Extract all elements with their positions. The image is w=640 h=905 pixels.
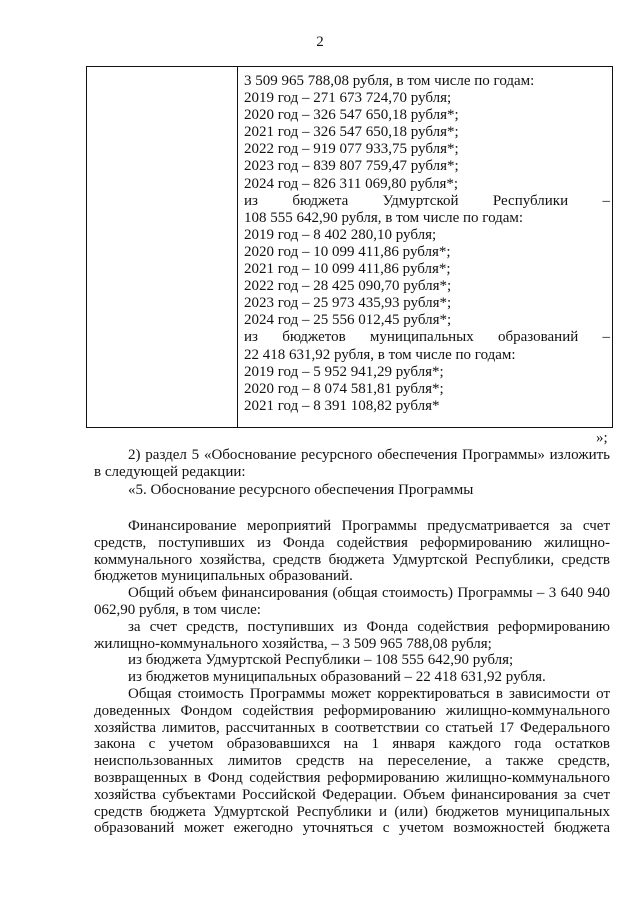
table-line: 2021 год – 8 391 108,82 рубля* bbox=[244, 397, 440, 414]
paragraph-municipal-budgets: из бюджетов муниципальных образований – 22 418 631,92 рубля. bbox=[128, 669, 546, 686]
paragraph-total-volume: Общий объем финансирования (общая стоимость) Программы – 3 640 940 062,90 рубля, в том числе: bbox=[94, 585, 610, 618]
table-line: 2024 год – 25 556 012,45 рубля*; bbox=[244, 312, 452, 329]
paragraph-fund-amount: за счет средств, поступивших из Фонда содействия реформированию жилищно-коммунального хозяйства, – 3 509 965 788,08 рубля; bbox=[94, 618, 610, 652]
table-line: из бюджетов муниципальных образований – bbox=[244, 329, 610, 346]
table-line: 2020 год – 326 547 650,18 рубля*; bbox=[244, 107, 459, 124]
table-column-divider bbox=[237, 67, 238, 427]
section-body bbox=[94, 518, 610, 837]
financing-table bbox=[86, 66, 613, 428]
table-line: 108 555 642,90 рубля, в том числе по годам: bbox=[244, 209, 524, 226]
table-line: 2019 год – 271 673 724,70 рубля; bbox=[244, 90, 452, 107]
paragraph-cost-adjustment: Общая стоимость Программы может корректироваться в зависимости от доведенных Фондом содействия реформированию жилищно-коммунального хозяйства лимитов, рассчитанных в соответствии со статьей 17 Федерального закона с учетом образовавшихся на 1 января каждого года остатков неиспользованных лимитов средств на переселение, а также средств, возвращенных в Фонд содействия реформированию жилищно-коммунального хозяйства субъектами Российской Федерации. Объем финансирования за счет средств бюджета Удмуртской Республики и (или) бюджетов муниципальных образований может ежегодно уточняться с учетом возможностей бюджета bbox=[94, 685, 610, 837]
section-intro: 2) раздел 5 «Обоснование ресурсного обеспечения Программы» изложить в следующей редакции: bbox=[94, 447, 610, 480]
table-line: из бюджета Удмуртской Республики – bbox=[244, 192, 610, 209]
table-line: 2019 год – 8 402 280,10 рубля; bbox=[244, 226, 437, 243]
paragraph-republic-budget: из бюджета Удмуртской Республики – 108 555 642,90 рубля; bbox=[128, 652, 514, 669]
table-cell-financing bbox=[244, 73, 610, 415]
table-line: 2021 год – 326 547 650,18 рубля*; bbox=[244, 124, 459, 141]
table-line: 22 418 631,92 рубля, в том числе по годам: bbox=[244, 346, 516, 363]
section-intro-block bbox=[94, 447, 610, 481]
table-line: 2023 год – 25 973 435,93 рубля*; bbox=[244, 295, 452, 312]
closing-quote: »; bbox=[596, 430, 608, 446]
table-line: 2022 год – 919 077 933,75 рубля*; bbox=[244, 141, 459, 158]
table-line: 2020 год – 8 074 581,81 рубля*; bbox=[244, 380, 444, 397]
table-line: 2019 год – 5 952 941,29 рубля*; bbox=[244, 363, 444, 380]
page-number: 2 bbox=[316, 34, 324, 50]
table-line: 2024 год – 826 311 069,80 рубля*; bbox=[244, 175, 459, 192]
table-line: 2022 год – 28 425 090,70 рубля*; bbox=[244, 278, 452, 295]
table-line: 2021 год – 10 099 411,86 рубля*; bbox=[244, 261, 451, 278]
paragraph-financing-sources: Финансирование мероприятий Программы предусматривается за счет средств, поступивших из Фонда содействия реформированию жилищно-коммунального хозяйства, средств бюджета Удмуртской Республики, средств бюджетов муниципальных образований. bbox=[94, 518, 610, 585]
table-line: 3 509 965 788,08 рубля, в том числе по годам: bbox=[244, 73, 535, 89]
table-line: 2023 год – 839 807 759,47 рубля*; bbox=[244, 158, 459, 175]
section-heading-block bbox=[94, 482, 610, 499]
table-line: 2020 год – 10 099 411,86 рубля*; bbox=[244, 243, 451, 260]
section-heading: «5. Обоснование ресурсного обеспечения Программы bbox=[128, 482, 474, 498]
